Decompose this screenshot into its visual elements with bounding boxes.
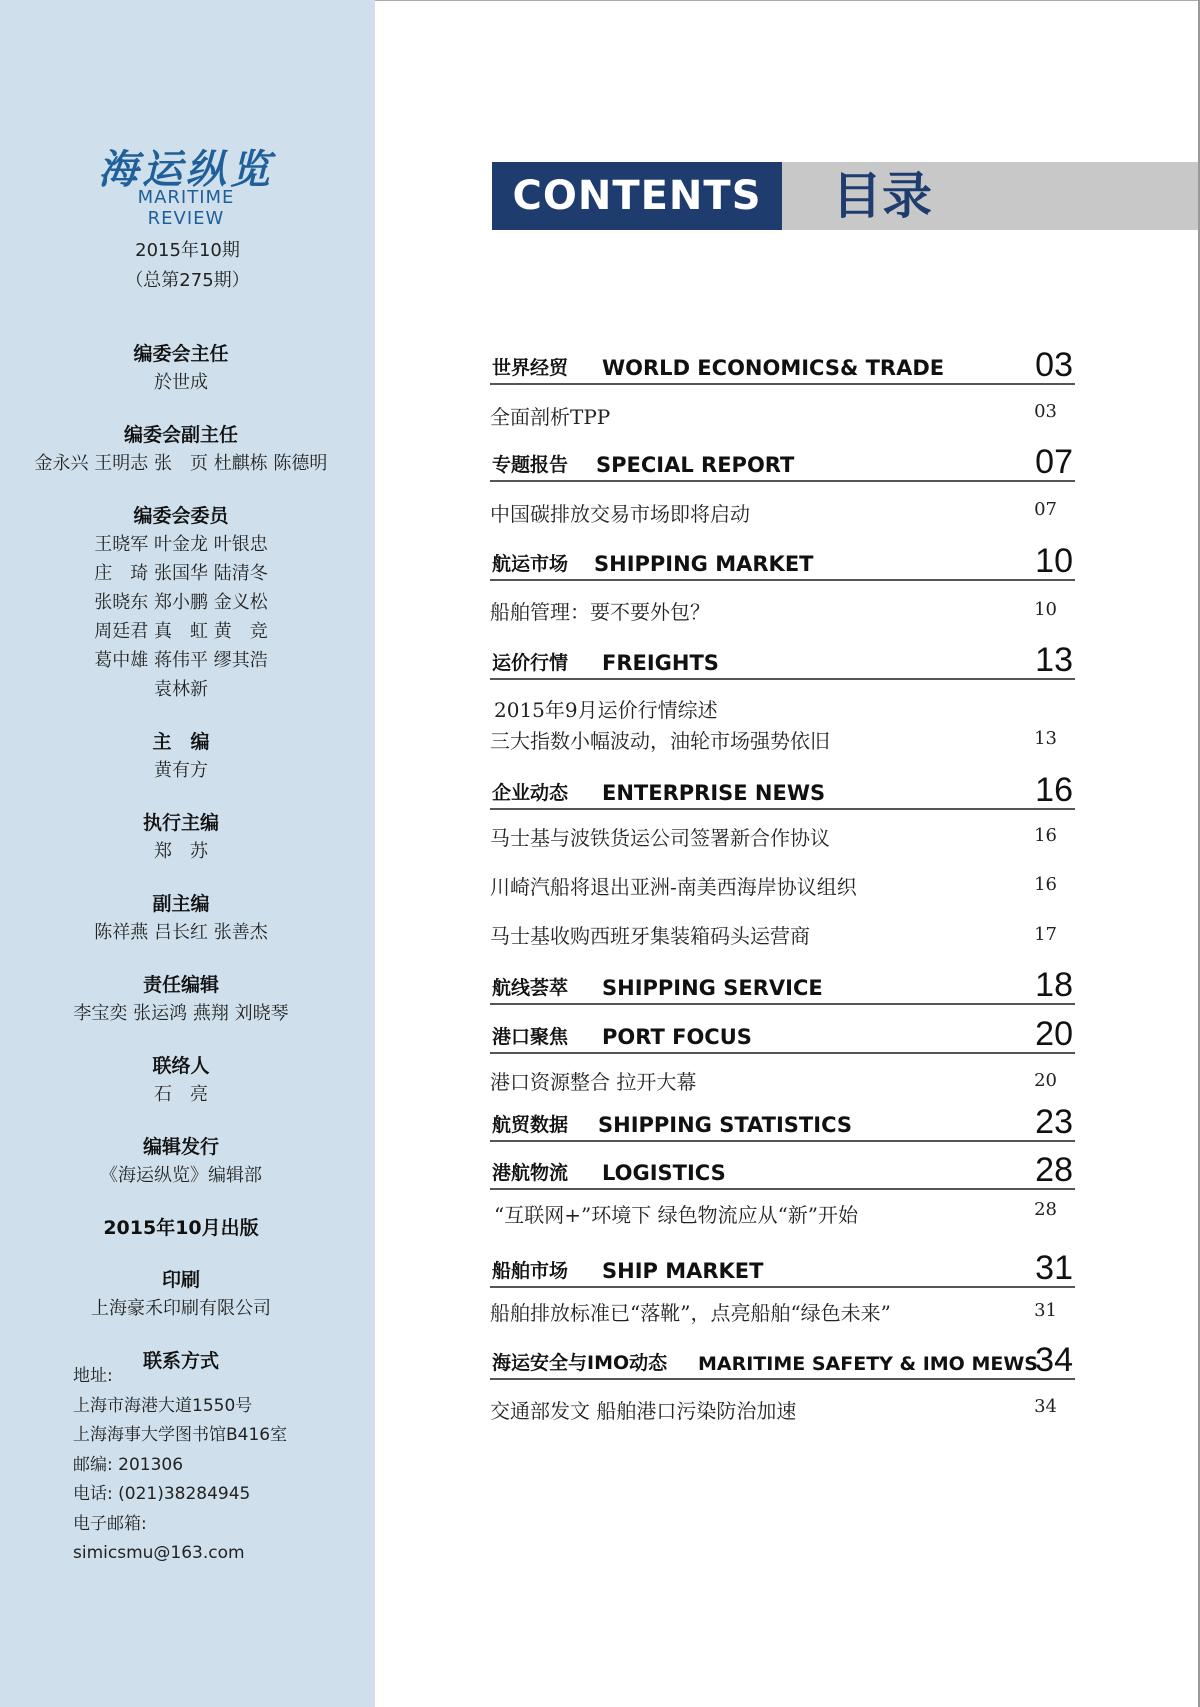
section-title-cn: 航运市场 xyxy=(492,553,569,575)
mulu-title: 目录 xyxy=(832,167,932,225)
article-page-number: 03 xyxy=(1034,401,1057,422)
staff-role: 副主编 xyxy=(152,893,210,915)
article-title: 全面剖析TPP xyxy=(490,405,611,429)
staff-role: 编委会主任 xyxy=(133,343,229,365)
article-title: 港口资源整合 拉开大幕 xyxy=(490,1070,697,1094)
staff-names: 庄 琦 张国华 陆清冬 xyxy=(94,563,268,584)
section-title-en: PORT FOCUS xyxy=(602,1025,752,1049)
toc-section[interactable] xyxy=(490,1104,1075,1142)
article-page-number: 17 xyxy=(1034,924,1057,945)
issue-total: （总第275期） xyxy=(125,270,250,291)
article-page-number: 16 xyxy=(1034,825,1057,846)
toc-section[interactable] xyxy=(490,772,1075,810)
section-title-cn: 专题报告 xyxy=(492,454,569,476)
section-title-cn: 运价行情 xyxy=(492,652,569,674)
section-page-number: 16 xyxy=(1035,771,1073,809)
toc-section[interactable] xyxy=(490,543,1075,581)
article-page-number: 10 xyxy=(1034,599,1057,620)
masthead-sidebar xyxy=(0,0,375,1707)
toc-section[interactable] xyxy=(490,347,1075,385)
article-page-number: 34 xyxy=(1034,1396,1057,1417)
section-title-cn: 航贸数据 xyxy=(492,1114,569,1136)
article-page-number: 13 xyxy=(1034,728,1057,749)
section-page-number: 10 xyxy=(1035,542,1073,580)
toc-article[interactable] xyxy=(490,498,1075,528)
staff-names: 张晓东 郑小鹏 金义松 xyxy=(94,592,268,613)
section-page-number: 31 xyxy=(1035,1249,1073,1287)
section-title-en: ENTERPRISE NEWS xyxy=(602,781,826,805)
article-title: 船舶管理：要不要外包？ xyxy=(490,600,710,624)
article-page-number: 28 xyxy=(1034,1199,1057,1220)
section-title-en: SHIPPING MARKET xyxy=(594,552,814,576)
staff-names: 郑 苏 xyxy=(154,841,208,862)
section-title-cn: 船舶市场 xyxy=(492,1260,569,1282)
staff-role: 联系方式 xyxy=(142,1350,219,1372)
toc-section[interactable] xyxy=(490,642,1075,680)
staff-names: 於世成 xyxy=(154,372,208,393)
section-page-number: 34 xyxy=(1035,1341,1073,1379)
article-title: 船舶排放标准已“落靴”，点亮船舶“绿色未来” xyxy=(490,1301,891,1325)
article-page-number: 20 xyxy=(1034,1070,1057,1091)
contact-line: 电话: (021)38284945 xyxy=(73,1484,251,1504)
section-title-en: SHIPPING SERVICE xyxy=(602,976,823,1000)
staff-role: 编委会副主任 xyxy=(123,424,238,446)
toc-section[interactable] xyxy=(490,1250,1075,1288)
editorial-staff-list xyxy=(0,340,362,1375)
toc-article[interactable] xyxy=(490,694,1075,756)
section-title-en: SHIPPING STATISTICS xyxy=(598,1113,852,1137)
section-title-cn: 企业动态 xyxy=(492,782,569,804)
section-title-en: FREIGHTS xyxy=(602,651,719,675)
magazine-logo-en: MARITIME REVIEW xyxy=(137,187,235,229)
toc-article[interactable] xyxy=(490,871,1075,901)
staff-names: 黄有方 xyxy=(154,760,208,781)
section-page-number: 07 xyxy=(1035,443,1073,481)
section-title-en: LOGISTICS xyxy=(602,1161,726,1185)
issue-number: 2015年10期 xyxy=(135,240,240,261)
section-page-number: 28 xyxy=(1035,1151,1073,1189)
section-page-number: 03 xyxy=(1035,346,1073,384)
staff-names: 上海豪禾印刷有限公司 xyxy=(91,1298,271,1319)
contents-banner: CONTENTS xyxy=(492,162,782,230)
staff-role: 印刷 xyxy=(161,1269,200,1291)
toc-section[interactable] xyxy=(490,444,1075,482)
article-subtitle: 三大指数小幅波动，油轮市场强势依旧 xyxy=(490,729,830,753)
contact-email: simicsmu@163.com xyxy=(73,1543,245,1563)
section-title-en: SPECIAL REPORT xyxy=(596,453,795,477)
contact-info xyxy=(73,1362,287,1569)
staff-role: 联络人 xyxy=(152,1055,210,1077)
staff-names: 袁林新 xyxy=(154,679,208,700)
section-page-number: 23 xyxy=(1035,1103,1073,1141)
article-title: 马士基与波铁货运公司签署新合作协议 xyxy=(490,826,830,850)
toc-section[interactable] xyxy=(490,967,1075,1005)
section-title-en: WORLD ECONOMICS& TRADE xyxy=(602,356,945,380)
article-title: 2015年9月运价行情综述 xyxy=(494,698,718,722)
section-page-number: 20 xyxy=(1035,1015,1073,1053)
section-page-number: 18 xyxy=(1035,966,1073,1004)
toc-article[interactable] xyxy=(490,1395,1075,1425)
contact-line: 邮编: 201306 xyxy=(73,1454,184,1475)
article-page-number: 16 xyxy=(1034,874,1057,895)
toc-article[interactable] xyxy=(490,1066,1075,1096)
article-title: 川崎汽船将退出亚洲-南美西海岸协议组织 xyxy=(490,875,857,899)
contact-line: 电子邮箱: xyxy=(73,1513,147,1534)
staff-role: 执行主编 xyxy=(142,812,219,834)
section-title-en: SHIP MARKET xyxy=(602,1259,764,1283)
magazine-logo-cn: 海运纵览 xyxy=(98,146,274,193)
staff-role: 主 编 xyxy=(152,731,210,753)
contact-line: 上海海事大学图书馆B416室 xyxy=(73,1425,288,1445)
staff-role: 编辑发行 xyxy=(142,1136,219,1158)
article-page-number: 07 xyxy=(1034,499,1057,520)
contact-line: 上海市海港大道1550号 xyxy=(73,1395,253,1416)
toc-article[interactable] xyxy=(490,596,1075,626)
toc-section[interactable] xyxy=(490,1342,1075,1380)
article-title: 交通部发文 船舶港口污染防治加速 xyxy=(490,1399,797,1423)
section-title-en: MARITIME SAFETY & IMO MEWS xyxy=(698,1353,1038,1375)
article-page-number: 31 xyxy=(1034,1300,1057,1321)
toc-article[interactable] xyxy=(490,401,1075,431)
toc-article[interactable] xyxy=(490,1199,1075,1229)
staff-names: 《海运纵览》编辑部 xyxy=(100,1165,262,1186)
section-title-cn: 航线荟萃 xyxy=(492,977,569,999)
toc-section[interactable] xyxy=(490,1152,1075,1190)
staff-role: 责任编辑 xyxy=(142,974,219,996)
article-title: “互联网+”环境下 绿色物流应从“新”开始 xyxy=(494,1203,859,1227)
staff-names: 王晓军 叶金龙 叶银忠 xyxy=(94,534,268,555)
staff-names: 周廷君 真 虹 黄 竞 xyxy=(94,621,268,642)
section-page-number: 13 xyxy=(1035,641,1073,679)
staff-role: 2015年10月出版 xyxy=(103,1217,259,1239)
section-title-cn: 港口聚焦 xyxy=(492,1026,569,1048)
section-title-cn: 海运安全与IMO动态 xyxy=(492,1352,668,1374)
article-title: 中国碳排放交易市场即将启动 xyxy=(490,502,750,526)
staff-names: 葛中雄 蒋伟平 缪其浩 xyxy=(94,650,268,671)
section-title-cn: 港航物流 xyxy=(492,1162,569,1184)
staff-names: 石 亮 xyxy=(154,1084,208,1105)
page-border-top xyxy=(375,0,1200,1)
staff-names: 陈祥燕 吕长红 张善杰 xyxy=(94,922,268,943)
article-title: 马士基收购西班牙集装箱码头运营商 xyxy=(490,924,810,948)
toc-article[interactable] xyxy=(490,822,1075,852)
staff-names: 金永兴 王明志 张 页 杜麒栋 陈德明 xyxy=(34,453,328,474)
staff-role: 编委会委员 xyxy=(133,505,229,527)
section-title-cn: 世界经贸 xyxy=(492,357,569,379)
toc-article[interactable] xyxy=(490,920,1075,950)
toc-article[interactable] xyxy=(490,1297,1075,1327)
staff-names: 李宝奕 张运鸿 燕翔 刘晓琴 xyxy=(73,1003,289,1024)
toc-section[interactable] xyxy=(490,1016,1075,1054)
contact-line: 地址: xyxy=(73,1366,113,1386)
